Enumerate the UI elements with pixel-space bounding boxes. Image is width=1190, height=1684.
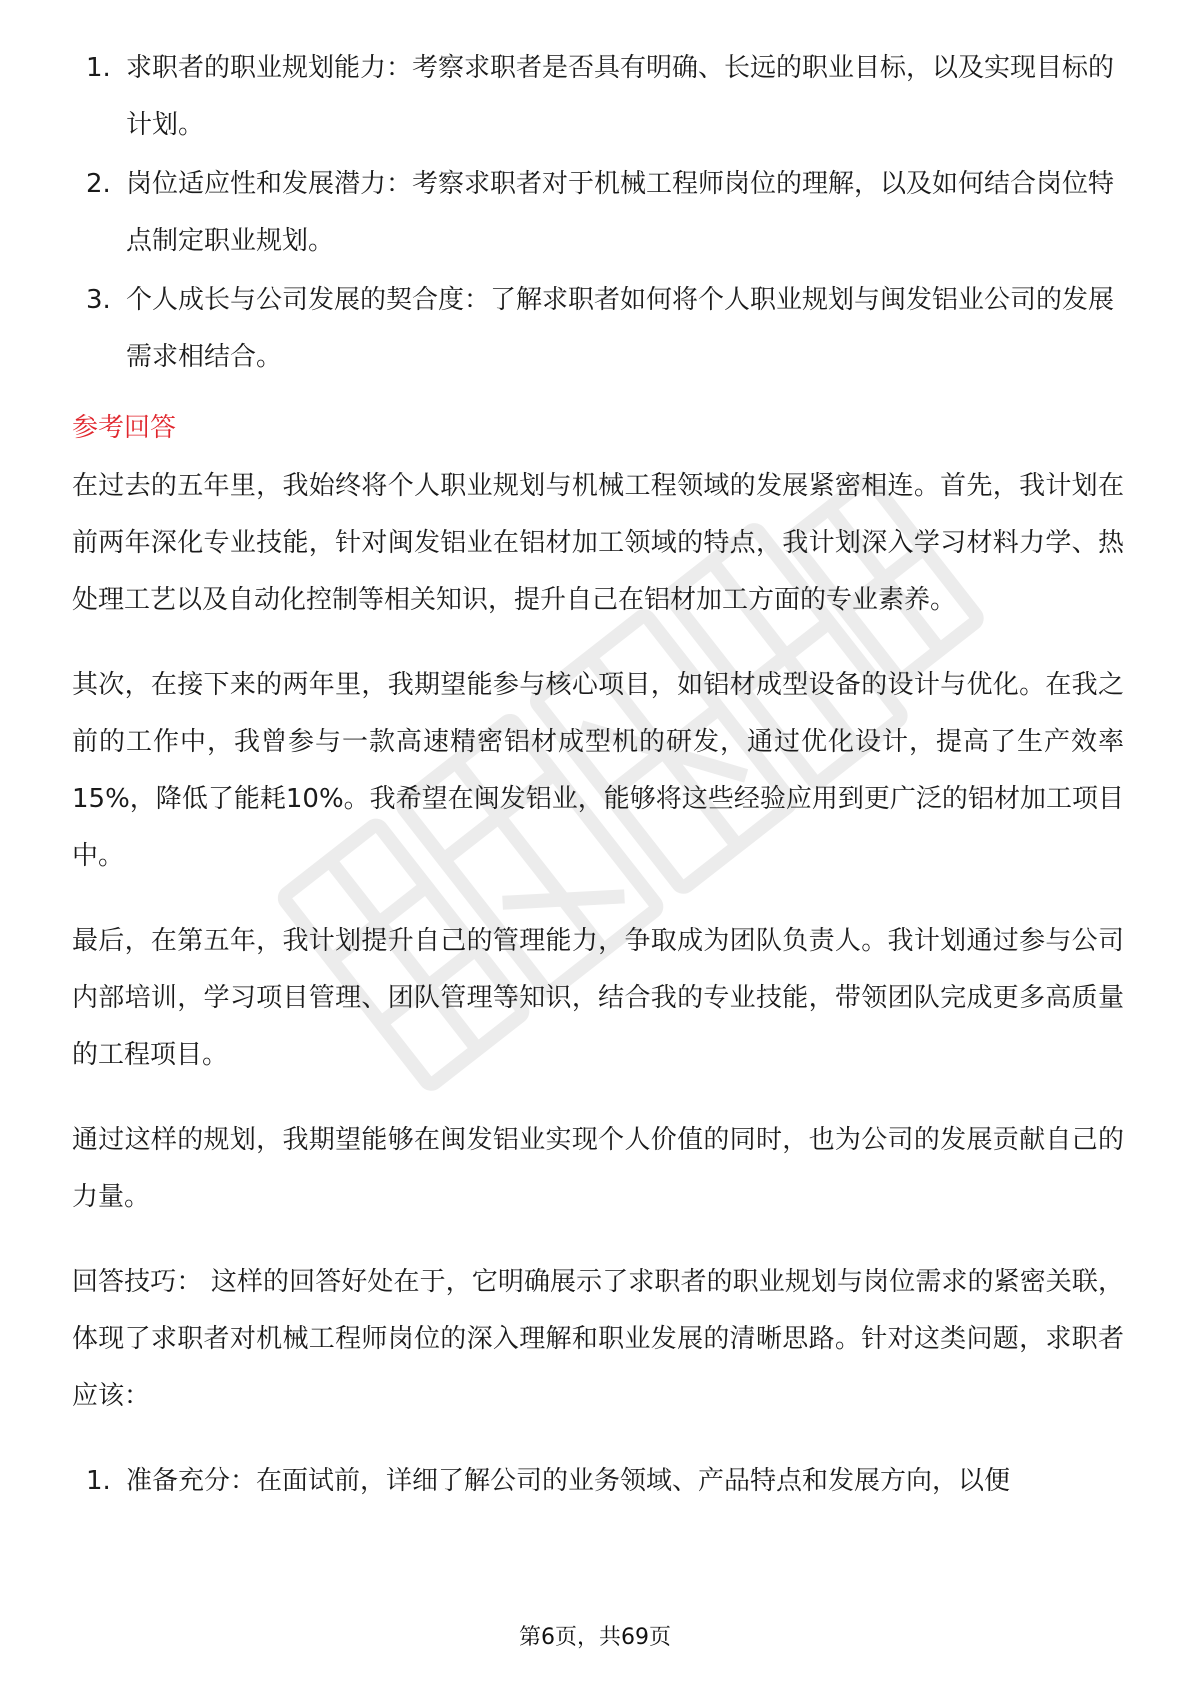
- list-number: 1.: [86, 53, 111, 83]
- list-item-text: 岗位适应性和发展潜力：考察求职者对于机械工程师岗位的理解，以及如何结合岗位特点制定职业规划。: [126, 169, 1115, 256]
- tips-list: [72, 1453, 1124, 1510]
- list-item: [72, 40, 1124, 154]
- answer-paragraph-3: 最后，在第五年，我计划提升自己的管理能力，争取成为团队负责人。我计划通过参与公司内部培训，学习项目管理、团队管理等知识，结合我的专业技能，带领团队完成更多高质量的工程项目。: [72, 926, 1124, 1070]
- list-number: 3.: [86, 285, 111, 315]
- list-number: 2.: [86, 169, 111, 199]
- page-footer: 第6页，共69页: [519, 1625, 671, 1650]
- section-title: 参考回答: [72, 413, 177, 443]
- answer-paragraph-4: 通过这样的规划，我期望能够在闽发铝业实现个人价值的同时，也为公司的发展贡献自己的力量。: [72, 1125, 1124, 1212]
- tips-paragraph: 回答技巧： 这样的回答好处在于，它明确展示了求职者的职业规划与岗位需求的紧密关联，体现了求职者对机械工程师岗位的深入理解和职业发展的清晰思路。针对这类问题，求职者应该：: [72, 1267, 1124, 1411]
- answer-paragraph-2: 其次，在接下来的两年里，我期望能参与核心项目，如铝材成型设备的设计与优化。在我之前的工作中，我曾参与一款高速精密铝材成型机的研发，通过优化设计，提高了生产效率15%，降低了能耗10%。我希望在闽发铝业，能够将这些经验应用到更广泛的铝材加工项目中。: [72, 670, 1124, 871]
- answer-paragraph-1: 在过去的五年里，我始终将个人职业规划与机械工程领域的发展紧密相连。首先，我计划在前两年深化专业技能，针对闽发铝业在铝材加工领域的特点，我计划深入学习材料力学、热处理工艺以及自动化控制等相关知识，提升自己在铝材加工方面的专业素养。: [72, 471, 1124, 615]
- list-item-text: 求职者的职业规划能力：考察求职者是否具有明确、长远的职业目标，以及实现目标的计划。: [126, 53, 1115, 140]
- list-item-text: 准备充分：在面试前，详细了解公司的业务领域、产品特点和发展方向，以便: [126, 1466, 1011, 1496]
- document-content: [72, 40, 1124, 1512]
- criteria-list: [72, 40, 1124, 386]
- list-item: [72, 1453, 1124, 1510]
- list-item: [72, 272, 1124, 386]
- list-item-text: 个人成长与公司发展的契合度：了解求职者如何将个人职业规划与闽发铝业公司的发展需求相结合。: [126, 285, 1115, 372]
- list-item: [72, 156, 1124, 270]
- list-number: 1.: [86, 1466, 111, 1496]
